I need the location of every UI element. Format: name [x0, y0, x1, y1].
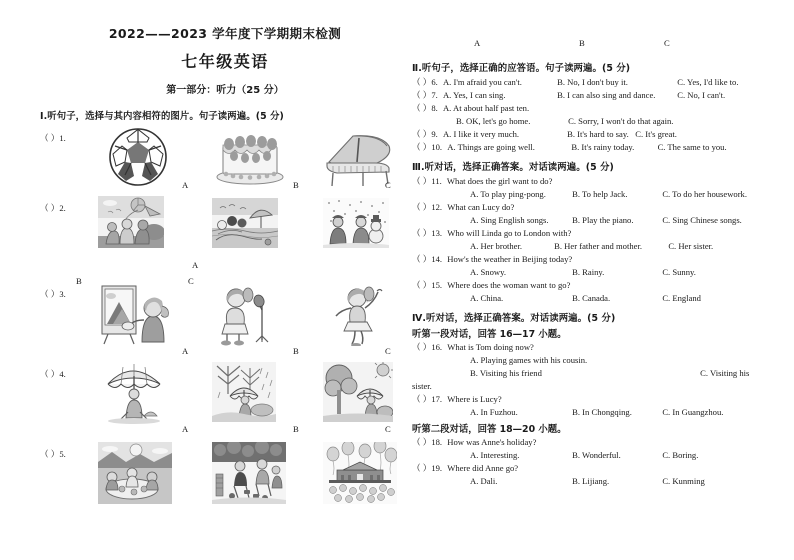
- question-17-stem: Where is Lucy?: [447, 394, 502, 404]
- section-4-sub-heading-1: 听第一段对话，回答 16—17 小题。: [412, 329, 567, 340]
- section-4-heading: Ⅳ.听对话，选择正确答案。对话读两遍。(5 分): [412, 313, 616, 324]
- question-8-option-c[interactable]: C. Sorry, I won't do that again.: [568, 116, 674, 126]
- question-10-bracket[interactable]: （ ）10.: [412, 142, 443, 152]
- question-5-picture-row: [40, 442, 410, 512]
- question-9-option-a[interactable]: A. I like it very much.: [442, 129, 520, 139]
- question-17-row[interactable]: [412, 393, 782, 406]
- girl-singing-image: [212, 284, 282, 346]
- question-12-stem: What can Lucy do?: [447, 202, 515, 212]
- question-7-option-a[interactable]: A. Yes, I can sing.: [442, 90, 506, 100]
- question-17-option-b[interactable]: B. In Chongqing.: [572, 407, 632, 417]
- question-16-bracket[interactable]: （ ）16.: [412, 342, 443, 352]
- question-19-option-b[interactable]: B. Lijiang.: [572, 476, 610, 486]
- grade-title: 七年级英语: [181, 52, 269, 71]
- question-3-label-b: B: [293, 346, 299, 356]
- question-8-row-2[interactable]: [412, 115, 782, 128]
- question-12-option-c[interactable]: C. Sing Chinese songs.: [662, 215, 742, 225]
- flying-a-kite-image: [98, 196, 164, 248]
- question-17-option-a[interactable]: A. In Fuzhou.: [470, 407, 518, 417]
- question-16-stem: What is Tom doing now?: [447, 342, 534, 352]
- umbrella-windy-rain-image: [212, 362, 276, 422]
- question-15-options[interactable]: [412, 292, 782, 305]
- question-8-option-a[interactable]: A. At about half past ten.: [442, 103, 530, 113]
- question-15-row[interactable]: [412, 279, 782, 292]
- question-18-row[interactable]: [412, 436, 782, 449]
- question-2-picture-row: [40, 196, 410, 284]
- question-17-options[interactable]: [412, 406, 782, 419]
- question-10-option-c[interactable]: C. The same to you.: [657, 142, 727, 152]
- children-playing-park-image: [212, 442, 286, 504]
- question-10-option-b[interactable]: B. It's rainy today.: [571, 142, 635, 152]
- section-4-sub-heading-2: 听第二段对话，回答 18—20 小题。: [412, 424, 567, 435]
- question-4-label-b: B: [293, 424, 299, 434]
- question-11-bracket[interactable]: （ ）11.: [412, 176, 442, 186]
- question-18-options[interactable]: [412, 449, 782, 462]
- question-9-option-c[interactable]: C. It's great.: [635, 129, 677, 139]
- question-15-option-b[interactable]: B. Canada.: [572, 293, 611, 303]
- question-1-label-b: B: [293, 180, 299, 190]
- question-7-row[interactable]: [412, 89, 782, 102]
- crowd-with-balloons-image: [323, 442, 397, 504]
- question-11-row[interactable]: [412, 175, 782, 188]
- question-9-row[interactable]: [412, 128, 782, 141]
- question-8-bracket[interactable]: （ ）8.: [412, 103, 438, 113]
- question-19-row[interactable]: [412, 462, 782, 475]
- question-8-option-b[interactable]: B. OK, let's go home.: [456, 116, 531, 126]
- question-11-option-c[interactable]: C. To do her housework.: [662, 189, 748, 199]
- question-14-option-b[interactable]: B. Rainy.: [572, 267, 605, 277]
- question-18-option-a[interactable]: A. Interesting.: [470, 450, 520, 460]
- question-15-bracket[interactable]: （ ）15.: [412, 280, 443, 290]
- question-11-option-b[interactable]: B. To help Jack.: [572, 189, 628, 199]
- question-16-option-c-wrap[interactable]: [412, 380, 782, 393]
- question-2-label-c: C: [188, 276, 194, 286]
- question-5-label-a: A: [474, 38, 481, 48]
- question-14-option-c[interactable]: C. Sunny.: [662, 267, 696, 277]
- question-16-option-c[interactable]: C. Visiting his: [700, 368, 750, 378]
- question-12-option-a[interactable]: A. Sing English songs.: [470, 215, 549, 225]
- girl-painting-image: [98, 284, 172, 346]
- question-14-row[interactable]: [412, 253, 782, 266]
- question-7-option-b[interactable]: B. I can also sing and dance.: [557, 90, 656, 100]
- question-7-option-c[interactable]: C. No, I can't.: [677, 90, 726, 100]
- question-5-label-c: C: [664, 38, 670, 48]
- part-one-title: 第一部分：听力（25 分）: [166, 85, 284, 96]
- umbrella-sunshine-trees-image: [323, 362, 393, 422]
- question-19-option-c[interactable]: C. Kunming: [662, 476, 705, 486]
- left-column: [40, 0, 410, 560]
- section-3-heading: Ⅲ.听对话，选择正确答案。对话读两遍。(5 分): [412, 162, 614, 173]
- question-4-picture-row: [40, 362, 410, 442]
- question-1-picture-row: [40, 124, 410, 196]
- question-11-options[interactable]: [412, 188, 782, 201]
- question-18-stem: How was Anne's holiday?: [447, 437, 537, 447]
- question-16-row[interactable]: [412, 341, 782, 354]
- question-16-option-bc-row[interactable]: [412, 367, 782, 380]
- question-4-bracket[interactable]: （ ）4.: [40, 369, 66, 379]
- question-8-row[interactable]: [412, 102, 782, 115]
- question-19-options[interactable]: [412, 475, 782, 488]
- question-4-label-c: C: [385, 424, 391, 434]
- at-the-beach-image: [212, 198, 278, 248]
- question-13-options[interactable]: [412, 240, 782, 253]
- question-1-label-c: C: [385, 180, 391, 190]
- question-16-option-a[interactable]: A. Playing games with his cousin.: [470, 355, 588, 365]
- question-17-option-c[interactable]: C. In Guangzhou.: [662, 407, 724, 417]
- question-9-option-b[interactable]: B. It's hard to say.: [567, 129, 629, 139]
- question-6-option-c[interactable]: C. Yes, I'd like to.: [677, 77, 739, 87]
- question-9-bracket[interactable]: （ ）9.: [412, 129, 438, 139]
- question-1-bracket[interactable]: （ ）1.: [40, 133, 66, 143]
- question-2-label-b: B: [76, 276, 82, 286]
- question-11-option-a[interactable]: A. To play ping-pong.: [470, 189, 546, 199]
- question-16-option-c-continuation[interactable]: sister.: [412, 381, 432, 391]
- question-3-label-c: C: [385, 346, 391, 356]
- question-19-stem: Where did Anne go?: [447, 463, 519, 473]
- question-16-option-b[interactable]: B. Visiting his friend: [470, 368, 542, 378]
- question-11-stem: What does the girl want to do?: [446, 176, 553, 186]
- question-18-option-b[interactable]: B. Wonderful.: [572, 450, 621, 460]
- question-12-option-b[interactable]: B. Play the piano.: [572, 215, 634, 225]
- question-18-option-c[interactable]: C. Boring.: [662, 450, 699, 460]
- girl-dancing-image: [323, 284, 393, 346]
- question-13-option-c[interactable]: C. Her sister.: [668, 241, 714, 251]
- question-3-label-a: A: [182, 346, 189, 356]
- question-13-bracket[interactable]: （ ）13.: [412, 228, 443, 238]
- question-6-option-b[interactable]: B. No, I don't buy it.: [557, 77, 628, 87]
- question-2-label-a: A: [192, 260, 199, 270]
- umbrella-sunny-day-image: [98, 362, 174, 424]
- question-6-row[interactable]: [412, 76, 782, 89]
- question-14-bracket[interactable]: （ ）14.: [412, 254, 443, 264]
- section-1-heading: Ⅰ.听句子，选择与其内容相符的图片。句子读两遍。(5 分): [40, 111, 284, 122]
- section-2-heading: Ⅱ.听句子，选择正确的应答语。句子读两遍。(5 分): [412, 63, 631, 74]
- question-6-bracket[interactable]: （ ）6.: [412, 77, 438, 87]
- question-19-bracket[interactable]: （ ）19.: [412, 463, 443, 473]
- question-16-option-a-row[interactable]: [412, 354, 782, 367]
- question-13-row[interactable]: [412, 227, 782, 240]
- question-15-option-a[interactable]: A. China.: [470, 293, 504, 303]
- question-14-options[interactable]: [412, 266, 782, 279]
- family-picnic-image: [98, 442, 172, 504]
- question-17-bracket[interactable]: （ ）17.: [412, 394, 443, 404]
- soccer-ball-image: [98, 126, 178, 188]
- question-1-label-a: A: [182, 180, 189, 190]
- right-column: [412, 0, 782, 560]
- question-12-bracket[interactable]: （ ）12.: [412, 202, 443, 212]
- playing-in-snow-image: [323, 198, 389, 248]
- question-5-label-b: B: [579, 38, 585, 48]
- question-4-label-a: A: [182, 424, 189, 434]
- question-2-bracket[interactable]: （ ）2.: [40, 203, 66, 213]
- question-7-bracket[interactable]: （ ）7.: [412, 90, 438, 100]
- question-6-option-a[interactable]: A. I'm afraid you can't.: [442, 77, 522, 87]
- question-18-bracket[interactable]: （ ）18.: [412, 437, 443, 447]
- question-10-option-a[interactable]: A. Things are going well.: [447, 142, 535, 152]
- question-3-picture-row: [40, 284, 410, 362]
- question-14-stem: How's the weather in Beijing today?: [447, 254, 573, 264]
- question-13-stem: Who will Linda go to London with?: [447, 228, 572, 238]
- question-15-stem: Where does the woman want to go?: [447, 280, 571, 290]
- question-15-option-c[interactable]: C. England: [662, 293, 701, 303]
- question-12-row[interactable]: [412, 201, 782, 214]
- question-14-option-a[interactable]: A. Snowy.: [470, 267, 506, 277]
- question-3-bracket[interactable]: （ ）3.: [40, 289, 66, 299]
- question-10-row[interactable]: [412, 141, 782, 154]
- question-12-options[interactable]: [412, 214, 782, 227]
- document-title: 2022——2023 学年度下学期期末检测: [108, 26, 342, 41]
- question-5-bracket[interactable]: （ ）5.: [40, 449, 66, 459]
- question-19-option-a[interactable]: A. Dali.: [470, 476, 498, 486]
- question-13-option-b[interactable]: B. Her father and mother.: [554, 241, 642, 251]
- birthday-cake-image: [212, 132, 288, 186]
- question-13-option-a[interactable]: A. Her brother.: [470, 241, 523, 251]
